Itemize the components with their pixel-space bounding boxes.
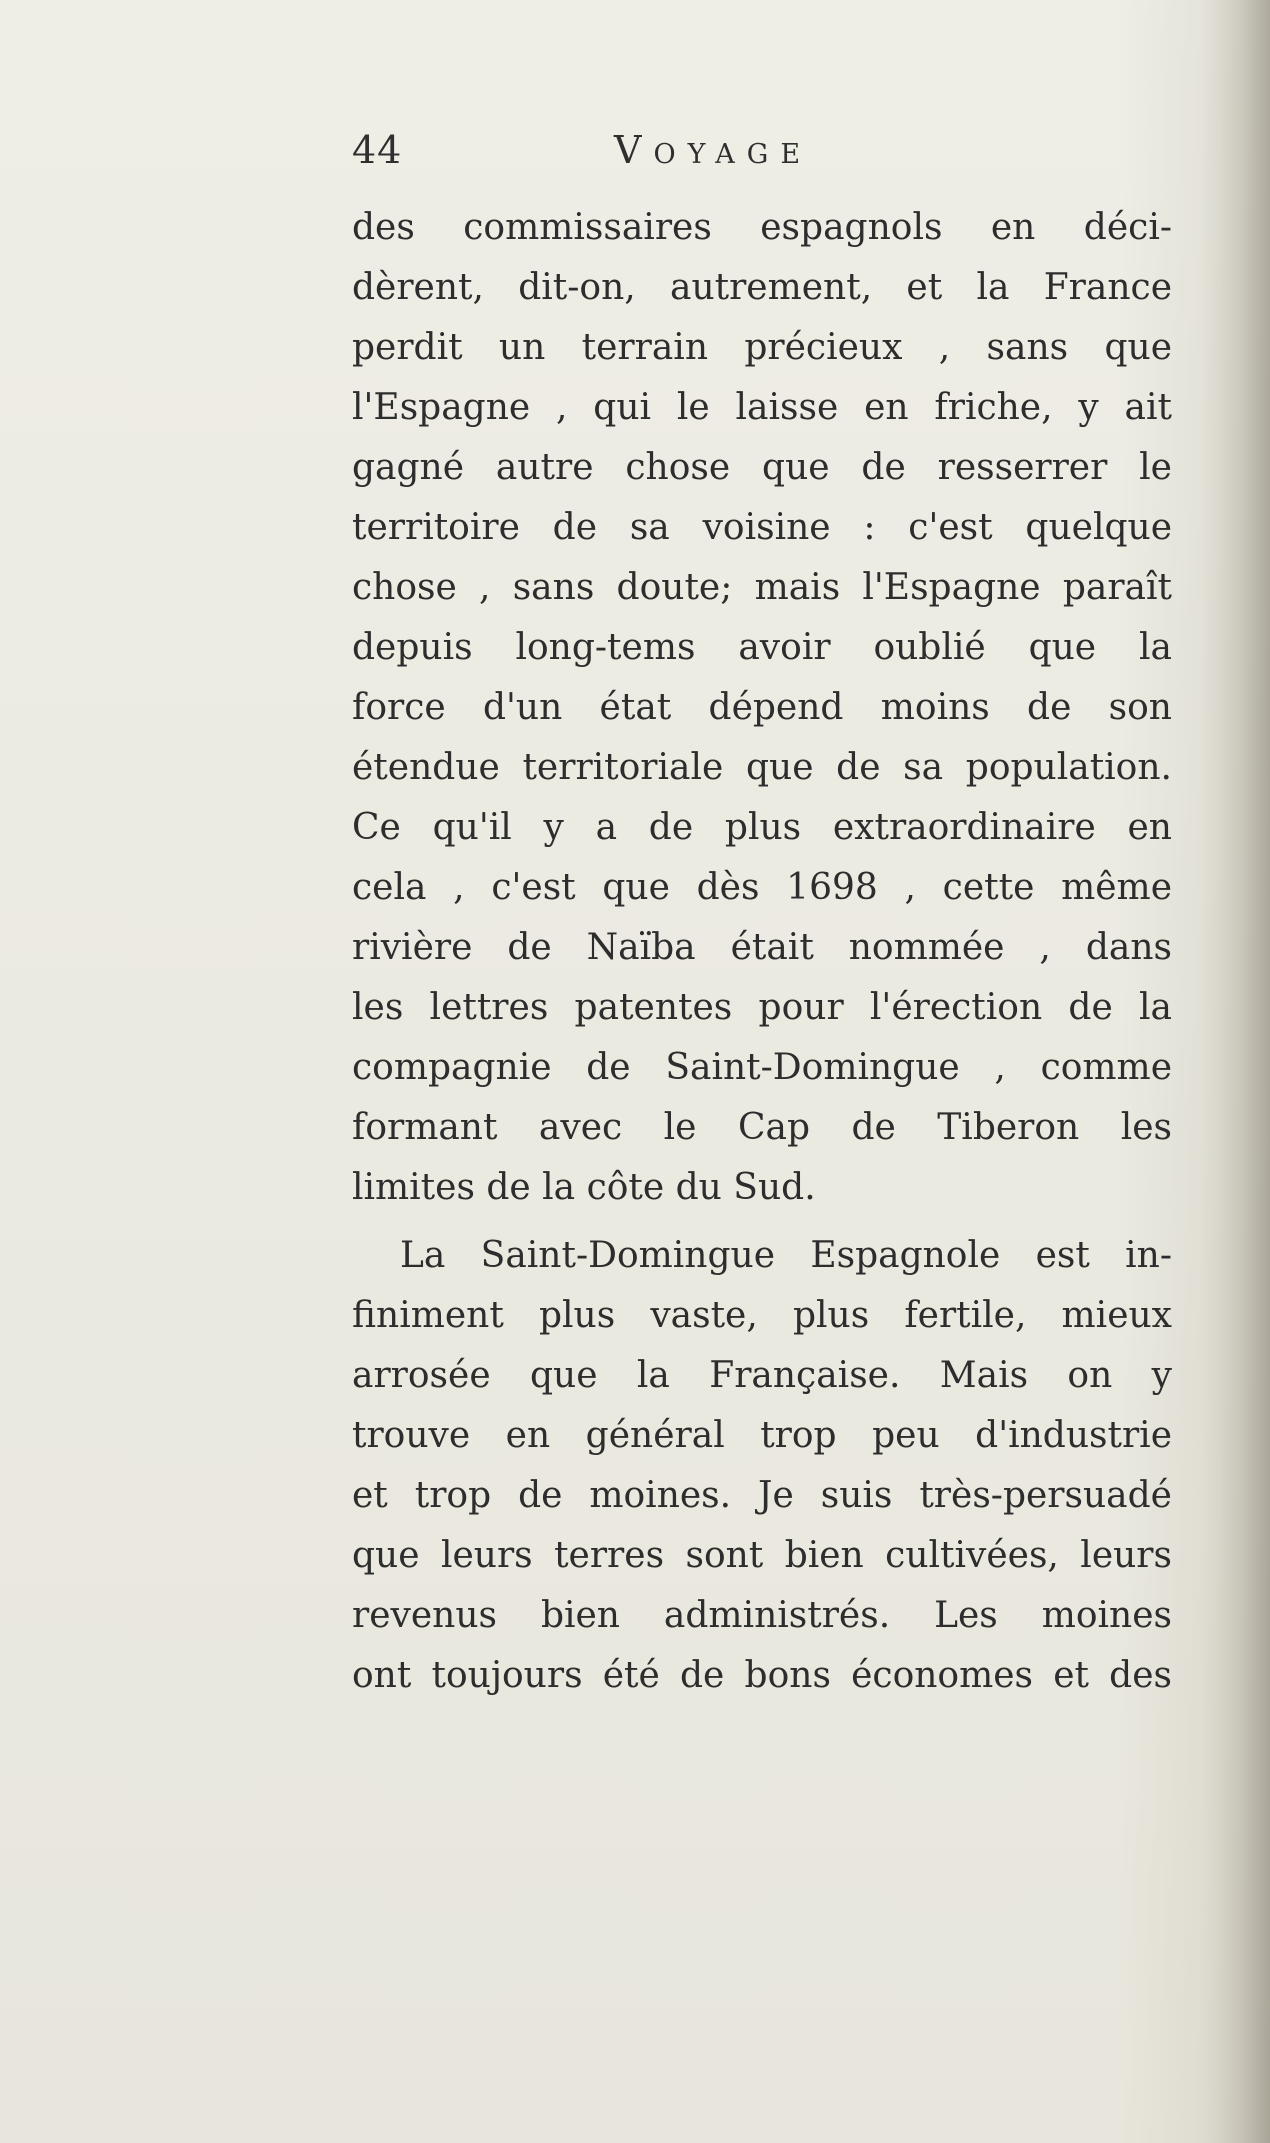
- gutter-shadow: [1200, 0, 1270, 2143]
- text-line: cela , c'est que dès 1698 , cette même: [352, 867, 1172, 908]
- text-line: compagnie de Saint-Domingue , comme: [352, 1047, 1172, 1088]
- running-head: [352, 128, 1172, 178]
- text-line: que leurs terres sont bien cultivées, leurs: [352, 1535, 1172, 1576]
- page-number: 44: [352, 128, 403, 172]
- running-title: Voyage: [614, 128, 813, 172]
- text-line: finiment plus vaste, plus fertile, mieux: [352, 1295, 1172, 1336]
- paragraph-gap: [352, 1218, 1172, 1226]
- text-line: revenus bien administrés. Les moines: [352, 1595, 1172, 1636]
- text-line: étendue territoriale que de sa population.: [352, 747, 1172, 788]
- text-line: perdit un terrain précieux , sans que: [352, 327, 1172, 368]
- text-line: des commissaires espagnols en déci-: [352, 207, 1172, 248]
- text-line: rivière de Naïba était nommée , dans: [352, 927, 1172, 968]
- text-line: depuis long-tems avoir oublié que la: [352, 627, 1172, 668]
- text-line: chose , sans doute; mais l'Espagne paraît: [352, 567, 1172, 608]
- text-line: arrosée que la Française. Mais on y: [352, 1355, 1172, 1396]
- text-line: gagné autre chose que de resserrer le: [352, 447, 1172, 488]
- text-line: et trop de moines. Je suis très-persuadé: [352, 1475, 1172, 1516]
- text-line: force d'un état dépend moins de son: [352, 687, 1172, 728]
- text-line: La Saint-Domingue Espagnole est in-: [400, 1235, 1172, 1276]
- body-text: [352, 198, 1172, 1706]
- text-line: formant avec le Cap de Tiberon les: [352, 1107, 1172, 1148]
- text-line: limites de la côte du Sud.: [352, 1167, 816, 1208]
- text-line: trouve en général trop peu d'industrie: [352, 1415, 1172, 1456]
- text-line: ont toujours été de bons économes et des: [352, 1655, 1172, 1696]
- text-line: Ce qu'il y a de plus extraordinaire en: [352, 807, 1172, 848]
- text-line: l'Espagne , qui le laisse en friche, y ait: [352, 387, 1172, 428]
- text-line: dèrent, dit-on, autrement, et la France: [352, 267, 1172, 308]
- text-line: les lettres patentes pour l'érection de la: [352, 987, 1172, 1028]
- text-line: territoire de sa voisine : c'est quelque: [352, 507, 1172, 548]
